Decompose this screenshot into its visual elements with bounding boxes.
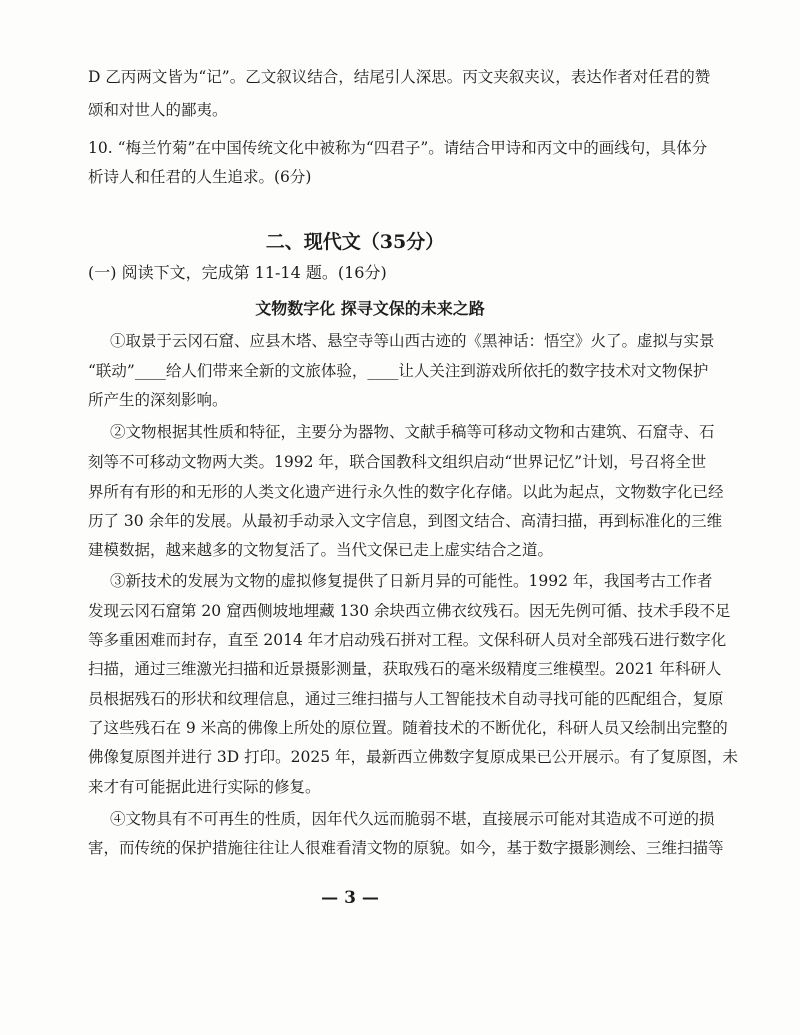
page-number: — 3 — bbox=[321, 888, 379, 908]
paragraph-4-line1: ④文物具有不可再生的性质，因年代久远而脆弱不堪，直接展示可能对其造成不可逆的损 bbox=[110, 810, 715, 828]
paragraph-3-line6: 了这些残石在 9 米高的佛像上所处的原位置。随着技术的不断优化，科研人员又绘制出完整的 bbox=[88, 719, 728, 737]
question-10-line1: 10. “梅兰竹菊”在中国传统文化中被称为“四君子”。请结合甲诗和丙文中的画线句，具体分 bbox=[88, 139, 708, 157]
section-title: 二、现代文（35分） bbox=[265, 231, 445, 253]
paragraph-1-line1: ①取景于云冈石窟、应县木塔、悬空寺等山西古迹的《黑神话：悟空》火了。虚拟与实景 bbox=[110, 332, 715, 350]
paragraph-3-line3: 等多重困难而封存，直至 2014 年才启动残石拼对工程。文保科研人员对全部残石进行数字化 bbox=[88, 631, 727, 649]
paragraph-2-line2: 刻等不可移动文物两大类。1992 年，联合国教科文组织启动“世界记忆”计划，号召将全世 bbox=[88, 453, 707, 471]
paragraph-2-line3: 界所有有形的和无形的人类文化遗产进行永久性的数字化存储。以此为起点，文物数字化已经 bbox=[88, 483, 724, 501]
paragraph-1-line2: “联动”____给人们带来全新的文旅体验，____让人关注到游戏所依托的数字技术对文物保护 bbox=[88, 362, 709, 380]
paragraph-3-line2: 发现云冈石窟第 20 窟西侧坡地埋藏 130 余块西立佛衣纹残石。因无先例可循、技术手段不足 bbox=[88, 602, 731, 620]
paragraph-2-line4: 历了 30 余年的发展。从最初手动录入文字信息，到图文结合、高清扫描，再到标准化的三维 bbox=[88, 512, 723, 530]
paragraph-3-line7: 佛像复原图并进行 3D 打印。2025 年，最新西立佛数字复原成果已公开展示。有了复原图，未 bbox=[88, 748, 739, 766]
paragraph-4-line2: 害，而传统的保护措施往往让人很难看清文物的原貌。如今，基于数字摄影测绘、三维扫描等 bbox=[88, 839, 724, 857]
paragraph-3-line1: ③新技术的发展为文物的虚拟修复提供了日新月异的可能性。1992 年，我国考古工作者 bbox=[110, 572, 713, 590]
q9-option-d-line2: 颂和对世人的鄙夷。 bbox=[88, 101, 228, 119]
paragraph-2-line5: 建模数据，越来越多的文物复活了。当代文保已走上虚实结合之道。 bbox=[88, 541, 554, 559]
paragraph-3-line4: 扫描，通过三维激光扫描和近景摄影测量，获取残石的毫米级精度三维模型。2021 年科研人 bbox=[88, 660, 722, 678]
q9-option-d-line1: D 乙丙两文皆为“记”。乙文叙议结合，结尾引人深思。丙文夹叙夹议，表达作者对任君的赞 bbox=[88, 68, 711, 86]
question-10-line2: 析诗人和任君的人生追求。(6分) bbox=[88, 168, 312, 186]
paragraph-3-line8: 来才有可能据此进行实际的修复。 bbox=[88, 778, 321, 796]
paragraph-2-line1: ②文物根据其性质和特征，主要分为器物、文献手稿等可移动文物和古建筑、石窟寺、石 bbox=[110, 423, 715, 441]
article-title: 文物数字化 探寻文保的未来之路 bbox=[255, 299, 485, 318]
subsection-title: (一) 阅读下文，完成第 11-14 题。(16分) bbox=[88, 263, 387, 282]
paragraph-3-line5: 员根据残石的形状和纹理信息，通过三维扫描与人工智能技术自动寻找可能的匹配组合，复原 bbox=[88, 690, 724, 708]
paragraph-1-line3: 所产生的深刻影响。 bbox=[88, 391, 228, 409]
